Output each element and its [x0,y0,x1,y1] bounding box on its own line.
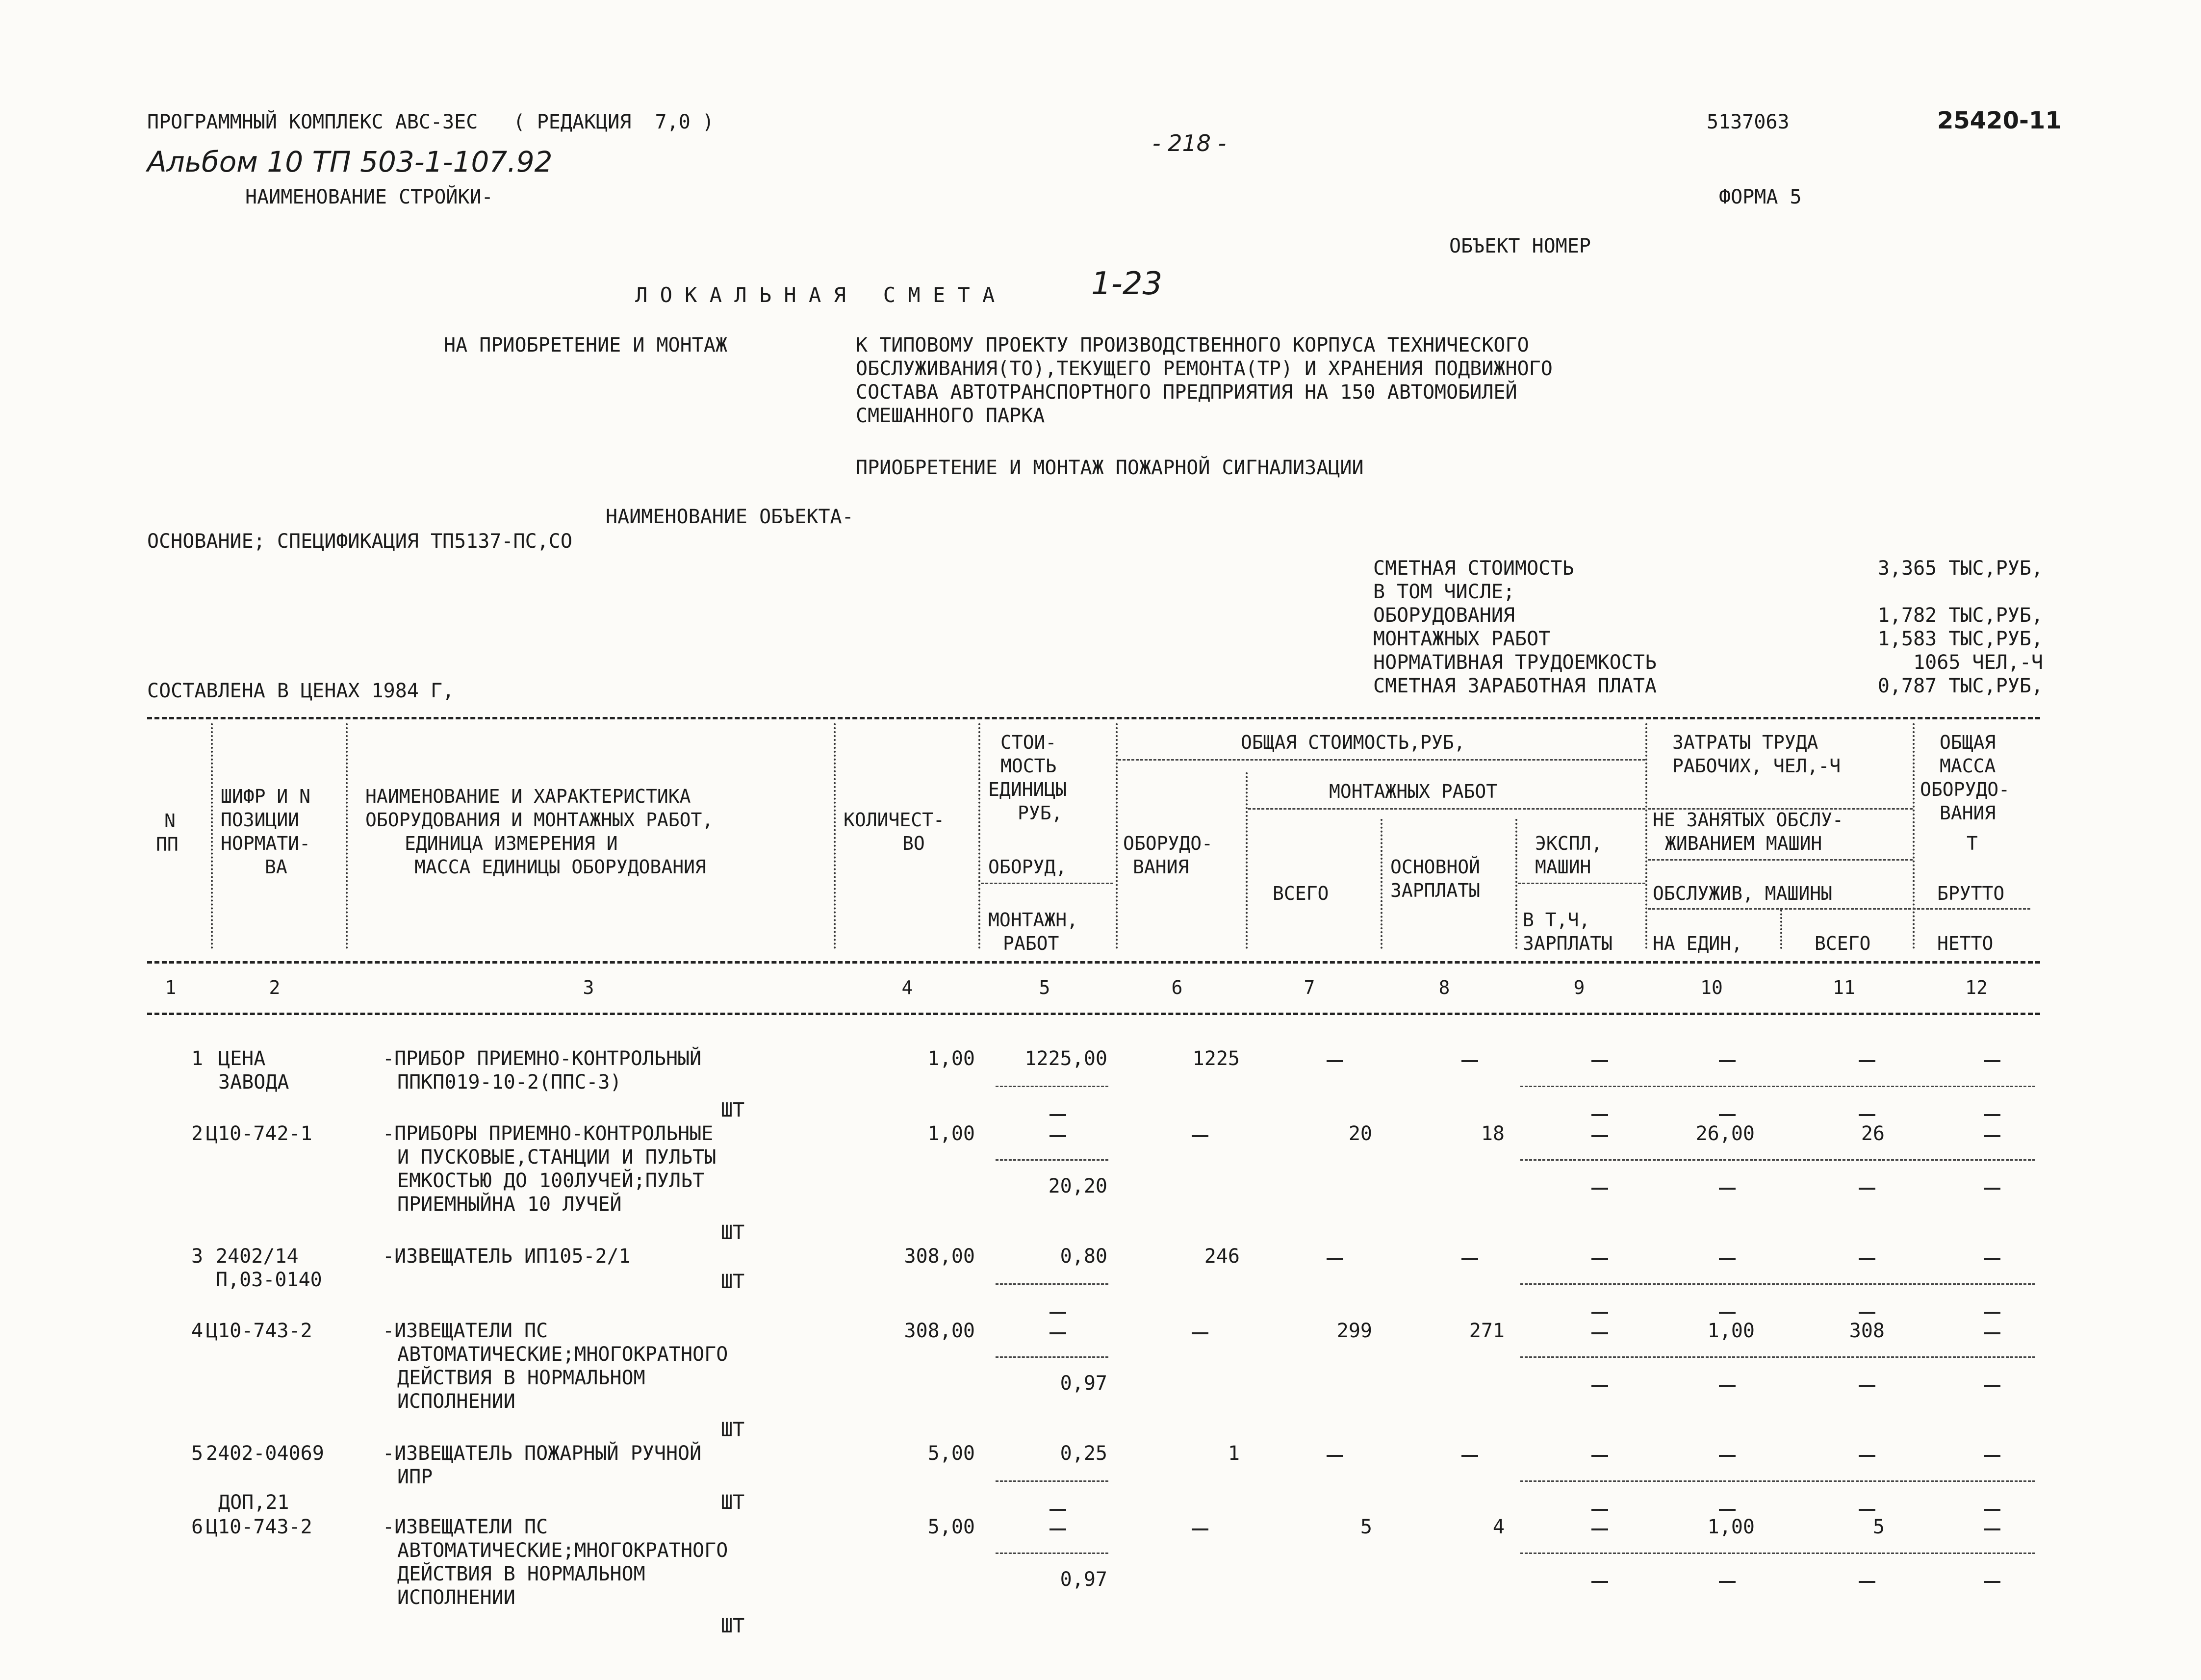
row-unit-cost-equipment [1049,1332,1066,1334]
row-code: ДОП,21 [218,1491,289,1514]
row-servicing-total [1859,1114,1875,1116]
row-unit-cost-installation [1049,1509,1066,1511]
row-number: 3 [191,1245,204,1268]
header-col-base-salary: ЗАРПЛАТЫ [1390,880,1481,901]
row-total-installation [1327,1060,1343,1062]
header-col-machines: ЗАРПЛАТЫ [1523,933,1613,954]
row-quantity: 5,00 [927,1442,975,1465]
divider [147,1013,2040,1015]
row-base-salary [1461,1060,1478,1062]
header-col-unit-cost: РАБОТ [1003,933,1059,954]
row-equipment-cost: 246 [1204,1245,1240,1268]
construction-name-label: НАИМЕНОВАНИЕ СТРОЙКИ- [245,186,493,208]
row-name: АВТОМАТИЧЕСКИЕ;МНОГОКРАТНОГО [397,1539,728,1562]
header-col-brutto: БРУТТО [1937,883,2005,904]
divider [1515,819,1517,949]
divider [1248,808,1645,810]
row-servicing-per-unit [1719,1509,1736,1511]
row-mass-netto [1984,1188,2000,1190]
document-number: 25420-11 [1937,107,2062,134]
row-code: ЗАВОДА [218,1071,289,1094]
header-col-base-salary: ОСНОВНОЙ [1390,856,1481,878]
row-name: -ИЗВЕЩАТЕЛЬ ИП105-2/1 [383,1245,631,1268]
row-machines [1591,1060,1608,1062]
divider [1520,1553,2035,1554]
header-col-machines: В Т,Ч, [1523,909,1590,931]
header-col-equipment: ОБОРУДО- [1123,833,1213,854]
divider [1520,1159,2035,1161]
form-label: ФОРМА 5 [1719,186,1802,208]
divider [1648,859,1913,861]
header-col-unit-cost: ОБОРУД, [988,856,1067,878]
row-code: Ц10-743-2 [206,1516,312,1538]
header-col-quantity: ВО [902,833,925,854]
row-labor-total [1859,1258,1875,1260]
row-total-installation [1327,1455,1343,1457]
row-machines [1591,1332,1608,1334]
column-number: 4 [901,977,913,998]
row-total-installation: 5 [1360,1516,1372,1538]
divider [1381,819,1382,949]
divider [1780,910,1782,949]
row-total-installation: 299 [1336,1320,1372,1342]
divider [1520,1086,2035,1087]
row-quantity: 308,00 [904,1320,975,1342]
column-number: 5 [1039,977,1050,998]
program-header: ПРОГРАММНЫЙ КОМПЛЕКС АВС-3ЕС ( РЕДАКЦИЯ 7,0 ) [147,111,714,133]
row-machines [1591,1455,1608,1457]
column-number: 1 [165,977,177,998]
row-base-salary: 4 [1492,1516,1505,1538]
row-machines-salary [1591,1188,1608,1190]
row-labor-per-unit [1719,1060,1736,1062]
divider [1520,1283,2035,1285]
row-mass-brutto [1984,1332,2000,1334]
row-name: ДЕЙСТВИЯ В НОРМАЛЬНОМ [397,1563,645,1585]
row-machines-salary [1591,1312,1608,1314]
purpose-label: НА ПРИОБРЕТЕНИЕ И МОНТАЖ [444,334,727,356]
row-mass-netto [1984,1581,2000,1583]
row-unit-cost-installation [1049,1312,1066,1314]
column-number: 12 [1965,977,1988,998]
row-name: ЕМКОСТЬЮ ДО 100ЛУЧЕЙ;ПУЛЬТ [397,1170,705,1192]
header-col-total: ВСЕГО [1273,883,1329,904]
row-labor-per-unit [1719,1455,1736,1457]
divider [996,1159,1108,1161]
row-base-salary: 18 [1481,1122,1505,1145]
purpose-line-3: СОСТАВА АВТОТРАНСПОРТНОГО ПРЕДПРИЯТИЯ НА 150 АВТОМОБИЛЕЙ [856,381,1517,404]
row-unit-cost-installation: 20,20 [1048,1175,1107,1197]
row-unit-cost-equipment: 1225,00 [1024,1047,1107,1070]
header-col-machines: ЭКСПЛ, [1535,833,1603,854]
row-machines-salary [1591,1509,1608,1511]
row-mass-brutto [1984,1135,2000,1137]
header-col-code: НОРМАТИ- [221,833,311,854]
row-labor-per-unit: 1,00 [1707,1516,1755,1538]
row-name: АВТОМАТИЧЕСКИЕ;МНОГОКРАТНОГО [397,1343,728,1366]
header-col-number: N [164,810,176,832]
header-col-unit-cost: ЕДИНИЦЫ [988,779,1067,800]
header-mass: ОБЩАЯ [1940,732,1996,753]
column-number: 8 [1438,977,1450,998]
row-labor-total: 26 [1861,1122,1885,1145]
column-number: 6 [1171,977,1183,998]
header-col-quantity: КОЛИЧЕСТ- [844,809,945,831]
divider [211,723,213,949]
row-labor-total: 5 [1872,1516,1885,1538]
summary-value: 1065 ЧЕЛ,-Ч [1913,651,2043,674]
row-number: 4 [191,1320,204,1342]
purpose-line-1: К ТИПОВОМУ ПРОЕКТУ ПРОИЗВОДСТВЕННОГО КОРПУСА ТЕХНИЧЕСКОГО [856,334,1529,356]
row-unit: ШТ [721,1099,745,1121]
row-code: 2402/14 [216,1245,299,1268]
row-labor-total: 308 [1849,1320,1885,1342]
row-name: -ПРИБОР ПРИЕМНО-КОНТРОЛЬНЫЙ [383,1047,702,1070]
column-number: 2 [269,977,281,998]
page-number: - 218 - [1152,130,1227,156]
row-code: Ц10-742-1 [206,1122,312,1145]
row-unit-cost-installation: 0,97 [1060,1568,1107,1591]
row-machines-salary [1591,1114,1608,1116]
divider [1118,759,1645,761]
header-mass: ВАНИЯ [1940,802,1996,824]
row-unit: ШТ [721,1419,745,1441]
row-servicing-per-unit [1719,1312,1736,1314]
row-base-salary [1461,1258,1478,1260]
header-labor: РАБОЧИХ, ЧЕЛ,-Ч [1672,755,1841,777]
row-unit-cost-installation [1049,1114,1066,1116]
row-unit-cost-equipment: 0,25 [1060,1442,1107,1465]
row-number: 5 [191,1442,204,1465]
divider [346,723,348,949]
prices-year: СОСТАВЛЕНА В ЦЕНАХ 1984 Г, [147,680,455,702]
album-handwritten-note: Альбом 10 ТП 503-1-107.92 [147,145,553,178]
row-number: 6 [191,1516,204,1538]
divider [1913,723,1915,949]
divider [1648,908,2030,910]
row-base-salary [1461,1455,1478,1457]
row-machines [1591,1528,1608,1530]
row-servicing-per-unit [1719,1581,1736,1583]
row-equipment-cost [1192,1332,1208,1334]
row-total-installation: 20 [1348,1122,1372,1145]
row-quantity: 308,00 [904,1245,975,1268]
header-installation: МОНТАЖНЫХ РАБОТ [1329,781,1498,802]
divider [147,961,2040,964]
header-not-machine: ЖИВАНИЕМ МАШИН [1665,833,1822,854]
row-servicing-total [1859,1581,1875,1583]
basis-text: ОСНОВАНИЕ; СПЕЦИФИКАЦИЯ ТП5137-ПС,СО [147,530,572,553]
row-unit-cost-installation: 0,97 [1060,1372,1107,1395]
summary-label: СМЕТНАЯ ЗАРАБОТНАЯ ПЛАТА [1373,675,1657,697]
row-name: -ПРИБОРЫ ПРИЕМНО-КОНТРОЛЬНЫЕ [383,1122,714,1145]
row-labor-per-unit [1719,1258,1736,1260]
object-name-label: НАИМЕНОВАНИЕ ОБЪЕКТА- [606,506,854,528]
row-unit-cost-equipment [1049,1528,1066,1530]
divider [996,1480,1108,1482]
row-quantity: 1,00 [927,1047,975,1070]
row-code: ЦЕНА [218,1047,266,1070]
divider [1520,1480,2035,1482]
row-machines-salary [1591,1581,1608,1583]
row-equipment-cost [1192,1528,1208,1530]
column-number: 10 [1700,977,1723,998]
row-quantity: 1,00 [927,1122,975,1145]
divider [1116,723,1118,949]
row-mass-brutto [1984,1528,2000,1530]
header-col-name: МАССА ЕДИНИЦЫ ОБОРУДОВАНИЯ [414,856,706,878]
row-unit: ШТ [721,1271,745,1293]
divider [981,883,1113,884]
row-unit: ШТ [721,1491,745,1514]
row-name: -ИЗВЕЩАТЕЛЬ ПОЖАРНЫЙ РУЧНОЙ [383,1442,702,1465]
row-code: Ц10-743-2 [206,1320,312,1342]
estimate-number-handwritten: 1-23 [1091,266,1163,302]
row-name: ИСПОЛНЕНИИ [397,1586,515,1609]
header-mass: ОБОРУДО- [1920,779,2010,800]
row-equipment-cost: 1 [1228,1442,1240,1465]
header-col-total-labor: ВСЕГО [1815,933,1871,954]
row-servicing-total [1859,1509,1875,1511]
row-mass-brutto [1984,1258,2000,1260]
column-number: 3 [583,977,594,998]
row-code: П,03-0140 [216,1269,322,1291]
row-servicing-per-unit [1719,1114,1736,1116]
summary-value: 1,782 ТЫС,РУБ, [1877,604,2043,627]
purpose-line-4: СМЕШАННОГО ПАРКА [856,405,1045,427]
divider [147,717,2040,719]
header-servicing: ОБСЛУЖИВ, МАШИНЫ [1653,883,1833,904]
summary-label: НОРМАТИВНАЯ ТРУДОЕМКОСТЬ [1373,651,1657,674]
header-col-name: НАИМЕНОВАНИЕ И ХАРАКТЕРИСТИКА [365,786,691,807]
row-name: ПРИЕМНЫЙНА 10 ЛУЧЕЙ [397,1193,622,1216]
header-mass: Т [1967,833,1978,854]
summary-label: СМЕТНАЯ СТОИМОСТЬ [1373,557,1574,580]
object-number-label: ОБЪЕКТ НОМЕР [1449,235,1591,257]
summary-label: ОБОРУДОВАНИЯ [1373,604,1515,627]
row-servicing-total [1859,1188,1875,1190]
row-equipment-cost: 1225 [1192,1047,1240,1070]
row-mass-brutto [1984,1455,2000,1457]
row-name: -ИЗВЕЩАТЕЛИ ПС [383,1320,548,1342]
header-not-machine: НЕ ЗАНЯТЫХ ОБСЛУ- [1653,809,1843,831]
divider [996,1356,1108,1358]
row-equipment-cost [1192,1135,1208,1137]
summary-value: 0,787 ТЫС,РУБ, [1877,675,2043,697]
header-col-netto: НЕТТО [1937,933,1994,954]
row-total-installation [1327,1258,1343,1260]
row-mass-netto [1984,1509,2000,1511]
column-number: 11 [1833,977,1855,998]
row-machines [1591,1135,1608,1137]
row-mass-netto [1984,1385,2000,1387]
header-col-number: ПП [156,834,179,855]
header-col-code: ШИФР И N [221,786,311,807]
row-mass-netto [1984,1312,2000,1314]
row-servicing-total [1859,1385,1875,1387]
divider [1645,723,1647,949]
header-col-unit-cost: СТОИ- [1000,732,1057,753]
row-code: 2402-04069 [206,1442,324,1465]
header-col-code: ВА [265,856,287,878]
purpose-line-2: ОБСЛУЖИВАНИЯ(ТО),ТЕКУЩЕГО РЕМОНТА(ТР) И ХРАНЕНИЯ ПОДВИЖНОГО [856,357,1553,380]
row-number: 1 [191,1047,204,1070]
row-labor-total [1859,1455,1875,1457]
summary-value: 3,365 ТЫС,РУБ, [1877,557,2043,580]
header-col-per-unit: НА ЕДИН, [1653,933,1743,954]
row-unit-cost-equipment: 0,80 [1060,1245,1107,1268]
row-name: ИПР [397,1466,433,1488]
row-unit: ШТ [721,1615,745,1637]
row-mass-netto [1984,1114,2000,1116]
row-labor-per-unit: 1,00 [1707,1320,1755,1342]
divider [834,723,836,949]
summary-label: МОНТАЖНЫХ РАБОТ [1373,628,1551,650]
divider [996,1283,1108,1285]
row-machines-salary [1591,1385,1608,1387]
row-name: ДЕЙСТВИЯ В НОРМАЛЬНОМ [397,1367,645,1389]
header-col-equipment: ВАНИЯ [1133,856,1189,878]
row-servicing-per-unit [1719,1385,1736,1387]
summary-value: 1,583 ТЫС,РУБ, [1877,628,2043,650]
column-number: 7 [1304,977,1315,998]
header-col-name: ОБОРУДОВАНИЯ И МОНТАЖНЫХ РАБОТ, [365,809,714,831]
divider [1520,1356,2035,1358]
row-name: ППКП019-10-2(ППС-3) [397,1071,622,1094]
document-title: Л О К А Л Ь Н А Я С М Е Т А [635,283,995,307]
header-mass: МАССА [1940,755,1996,777]
row-unit-cost-equipment [1049,1135,1066,1137]
header-total-cost: ОБЩАЯ СТОИМОСТЬ,РУБ, [1241,732,1465,753]
row-servicing-per-unit [1719,1188,1736,1190]
row-name: ИСПОЛНЕНИИ [397,1390,515,1413]
row-name: -ИЗВЕЩАТЕЛИ ПС [383,1516,548,1538]
row-labor-per-unit: 26,00 [1695,1122,1755,1145]
summary-label: В ТОМ ЧИСЛЕ; [1373,581,1515,603]
header-col-machines: МАШИН [1535,856,1591,878]
row-machines [1591,1258,1608,1260]
divider [996,1553,1108,1554]
header-col-name: ЕДИНИЦА ИЗМЕРЕНИЯ И [405,833,618,854]
row-unit: ШТ [721,1222,745,1244]
row-quantity: 5,00 [927,1516,975,1538]
row-number: 2 [191,1122,204,1145]
divider [1518,883,1645,884]
estimate-subject: ПРИОБРЕТЕНИЕ И МОНТАЖ ПОЖАРНОЙ СИГНАЛИЗАЦИИ [856,457,1364,479]
header-col-code: ПОЗИЦИИ [221,809,300,831]
column-number: 9 [1573,977,1585,998]
divider [978,723,980,949]
row-base-salary: 271 [1469,1320,1505,1342]
header-col-unit-cost: РУБ, [1018,802,1063,824]
document-code: 5137063 [1707,111,1790,133]
divider [996,1086,1108,1087]
row-servicing-total [1859,1312,1875,1314]
header-col-unit-cost: МОНТАЖН, [988,909,1078,931]
header-col-unit-cost: МОСТЬ [1000,755,1057,777]
row-mass-brutto [1984,1060,2000,1062]
divider [1246,772,1248,949]
row-labor-total [1859,1060,1875,1062]
row-name: И ПУСКОВЫЕ,СТАНЦИИ И ПУЛЬТЫ [397,1146,717,1169]
header-labor: ЗАТРАТЫ ТРУДА [1672,732,1818,753]
